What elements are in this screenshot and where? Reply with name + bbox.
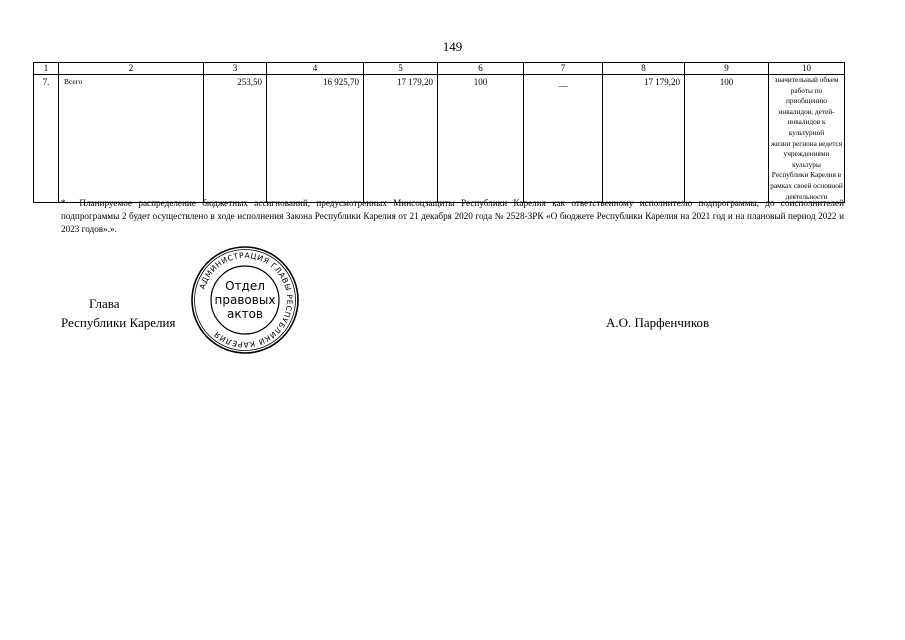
column-header: 4 — [267, 63, 364, 75]
comment-line: значительный объем — [774, 75, 839, 84]
comment-line: инвалидов к культурной — [787, 117, 826, 137]
signatory-title-line1: Глава — [89, 296, 120, 311]
table-header-row — [34, 63, 845, 75]
column-header: 1 — [34, 63, 59, 75]
value-cell: 100 — [438, 75, 524, 203]
comment-line: рамках своей основной — [770, 180, 843, 190]
comment-line: работы по приобщению — [786, 85, 827, 106]
column-header: 8 — [603, 63, 685, 75]
comment-cell — [769, 75, 845, 203]
comment-line: инвалидов, детей- — [778, 106, 835, 116]
footnote-text: Планируемое распределение бюджетных ассигнований, предусмотренных Минсоцзащиты Республики Карелия как ответственному исполнителю подпрограммы, до соисполнителей подпрограммы 2 будет осуществлено в ходе исполнения Закона Республики Карелия от 21 декабря 2020 года № 2528-ЗРК «О бюджете Республики Карелия на 2021 год и на плановый период 2022 и 2023 годов».». — [61, 198, 844, 234]
stamp-ring-text: АДМИНИСТРАЦИЯ ГЛАВЫ РЕСПУБЛИКИ КАРЕЛИЯ — [197, 250, 295, 350]
value-cell: 100 — [685, 75, 769, 203]
signatory-name: А.О. Парфенчиков — [606, 315, 710, 330]
comment-line: жизни региона ведется — [770, 138, 843, 148]
table-row — [34, 75, 845, 203]
value-cell: 17 179,20 — [364, 75, 438, 203]
column-header: 2 — [59, 63, 204, 75]
value-cell: — — [524, 75, 603, 203]
column-header: 10 — [769, 63, 845, 75]
comment-line: учреждениями культуры — [783, 149, 830, 169]
page-number: 149 — [442, 39, 463, 54]
budget-table — [33, 62, 845, 203]
signatory-title-line2: Республики Карелия — [61, 315, 176, 330]
value-cell: 16 925,70 — [267, 75, 364, 203]
column-header: 3 — [204, 63, 267, 75]
comment-line: Республики Карелия в — [771, 170, 842, 180]
stamp-text-line3: актов — [226, 307, 264, 321]
stamp-text-line2: правовых — [214, 293, 276, 307]
column-header: 6 — [438, 63, 524, 75]
official-stamp — [190, 245, 300, 355]
footnote-marker: * — [61, 198, 66, 208]
column-header: 5 — [364, 63, 438, 75]
value-cell: 17 179,20 — [603, 75, 685, 203]
column-header: 7 — [524, 63, 603, 75]
comment-line: деятельности — [785, 191, 828, 201]
column-header: 9 — [685, 63, 769, 75]
row-number-cell: 7. — [34, 75, 59, 203]
value-cell: 253,50 — [204, 75, 267, 203]
row-label-cell: Всего — [59, 75, 204, 203]
stamp-text-line1: Отдел — [225, 279, 265, 293]
footnote — [61, 197, 844, 236]
